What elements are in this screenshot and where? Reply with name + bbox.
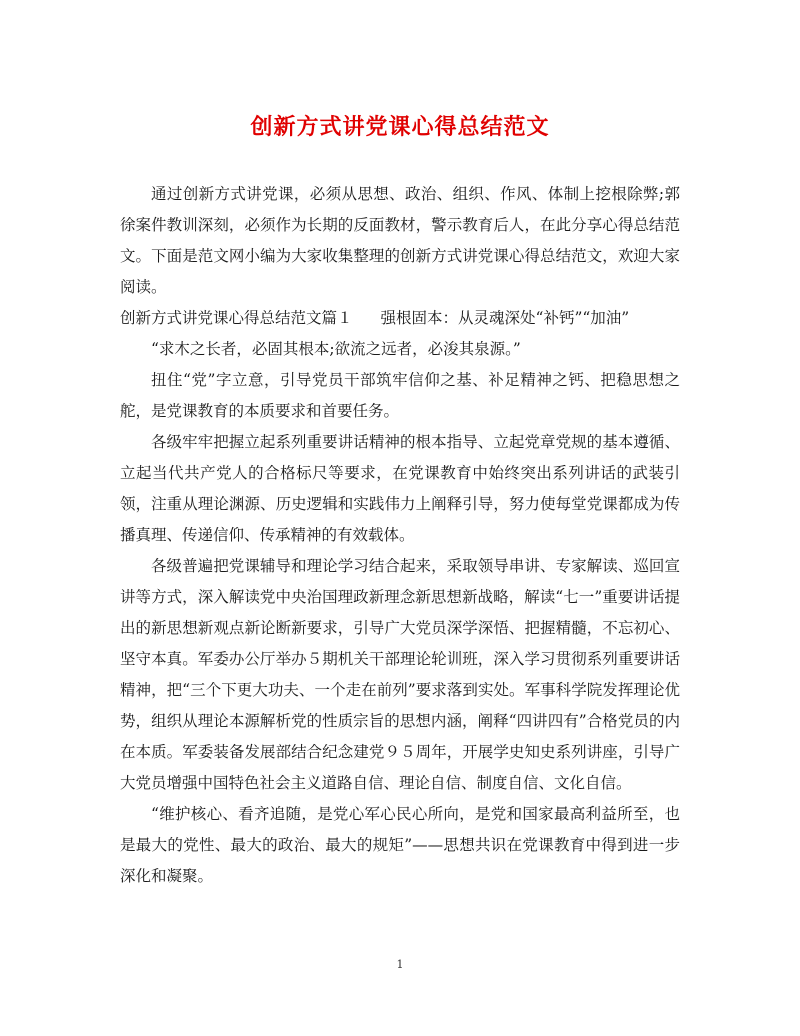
intro-paragraph: 通过创新方式讲党课，必须从思想、政治、组织、作风、体制上挖根除弊;郭徐案件教训深刻，必须作为长期的反面教材，警示教育后人，在此分享心得总结范文。下面是范文网小编为大家收集整理的创新方式讲党课心得总结范文，欢迎大家阅读。 [120, 185, 680, 296]
section-label: 创新方式讲党课心得总结范文篇１ [120, 309, 353, 327]
body-paragraph: 各级普遍把党课辅导和理论学习结合起来，采取领导串讲、专家解读、巡回宣讲等方式，深入解读党中央治国理政新理念新思想新战略，解读“七一”重要讲话提出的新思想新观点新论断新要求，引导广大党员深学深悟、把握精髓，不忘初心、坚守本真。军委办公厅举办５期机关干部理论轮训班，深入学习贯彻系列重要讲话精神，把“三个下更大功夫、一个走在前列”要求落到实处。军事科学院发挥理论优势，组织从理论本源解析党的性质宗旨的思想内涵，阐释“四讲四有”合格党员的内在本质。军委装备发展部结合纪念建党９５周年，开展学史知史系列讲座，引导广大党员增强中国特色社会主义道路自信、理论自信、制度自信、文化自信。 [120, 557, 680, 792]
body-paragraph: “维护核心、看齐追随，是党心军心民心所向，是党和国家最高利益所至，也是最大的党性、最大的政治、最大的规矩”——思想共识在党课教育中得到进一步深化和凝聚。 [120, 805, 680, 885]
section-heading [120, 303, 680, 334]
section-gap [353, 303, 381, 334]
quote-paragraph: “求木之长者，必固其根本;欲流之远者，必浚其泉源。” [151, 340, 521, 358]
document-body [120, 179, 680, 892]
body-paragraph: 扭住“党”字立意，引导党员干部筑牢信仰之基、补足精神之钙、把稳思想之舵，是党课教育的本质要求和首要任务。 [120, 371, 680, 420]
body-paragraph: 各级牢牢把握立起系列重要讲话精神的根本指导、立起党章党规的基本遵循、立起当代共产党人的合格标尺等要求，在党课教育中始终突出系列讲话的武装引领，注重从理论渊源、历史逻辑和实践伟力上阐释引导，努力使每堂党课都成为传播真理、传递信仰、传承精神的有效载体。 [120, 433, 680, 544]
section-subtitle: 强根固本：从灵魂深处“补钙”“加油” [380, 309, 630, 327]
document-title: 创新方式讲党课心得总结范文 [250, 114, 550, 140]
page-number: 1 [396, 958, 404, 971]
